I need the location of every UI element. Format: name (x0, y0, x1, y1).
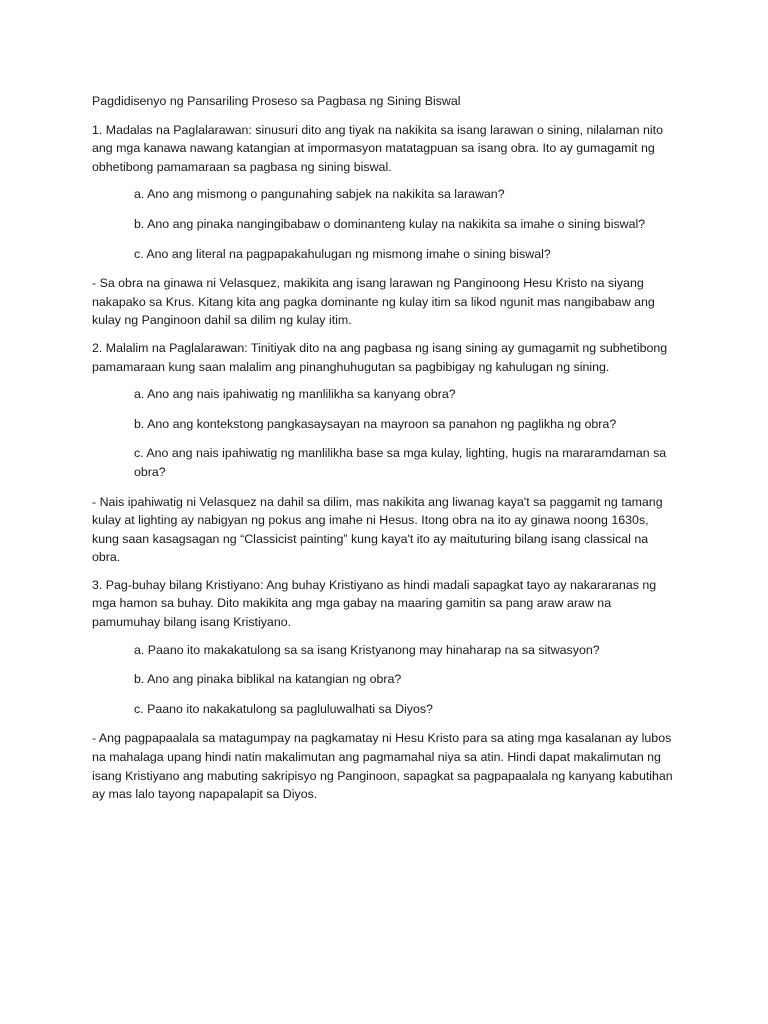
question-item: c. Ano ang literal na pagpapakahulugan ng mismong imahe o sining biswal? (134, 246, 551, 261)
section-heading: 2. Malalim na Paglalarawan: Tinitiyak dito na ang pagbasa ng isang sining ay gumagamit ng subhetibong pamamaraan kung saan malalim ang pinanghuhugutan sa pagbibigay ng kahulugan ng sining. (92, 340, 668, 374)
answer-paragraph: - Sa obra na ginawa ni Velasquez, makikita ang isang larawan ng Panginoong Hesu Kristo na siyang nakapako sa Krus. Kitang kita ang pagka dominante ng kulay itim sa likod ngunit mas nangibabaw ang kulay ng Panginoon dahil sa dilim ng kulay itim. (92, 276, 655, 328)
section-3 (92, 576, 676, 804)
section-heading: 3. Pag-buhay bilang Kristiyano: Ang buhay Kristiyano as hindi madali sapagkat tayo ay nakararanas ng mga hamon sa buhay. Dito makikita ang mga gabay na maaring gamitin sa pang araw araw na pamumuhay bilang isang Kristiyano. (92, 577, 657, 630)
question-item: a. Ano ang mismong o pangunahing sabjek na nakikita sa larawan? (134, 187, 505, 202)
section-2 (92, 339, 676, 567)
question-item: b. Ano ang pinaka nangingibabaw o dominanteng kulay na nakikita sa imahe o sining biswal? (134, 216, 646, 231)
answer-paragraph: - Nais ipahiwatig ni Velasquez na dahil sa dilim, mas nakikita ang liwanag kaya't sa paggamit ng tamang kulay at lighting ay nabigyan ng pokus ang imahe ni Hesus. Itong obra na ito ay ginawa noong 1630s, kung saan kasagsagan ng “Classicist painting” kung kaya't ito ay maituturing bilang isang classical na obra. (92, 494, 663, 565)
question-item: c. Paano ito nakakatulong sa pagluluwalhati sa Diyos? (134, 701, 433, 716)
question-item: a. Paano ito makakatulong sa sa isang Kristyanong may hinaharap na sa sitwasyon? (134, 642, 600, 657)
question-item: b. Ano ang kontekstong pangkasaysayan na mayroon sa panahon ng paglikha ng obra? (134, 416, 617, 431)
section-heading: 1. Madalas na Paglalarawan: sinusuri dito ang tiyak na nakikita sa isang larawan o sining, nilalaman nito ang mga kanawa nawang katangian at impormasyon matatagpuan sa isang obra. Ito ay gumagamit ng obhetibong pamamaraan sa pagbasa ng sining biswal. (92, 122, 663, 174)
section-1 (92, 121, 676, 330)
document-title: Pagdidisenyo ng Pansariling Proseso sa Pagbasa ng Sining Biswal (92, 94, 461, 108)
question-item: b. Ano ang pinaka biblikal na katangian ng obra? (134, 672, 402, 687)
question-item: a. Ano ang nais ipahiwatig ng manlilikha sa kanyang obra? (134, 387, 456, 402)
answer-paragraph: - Ang pagpapaalala sa matagumpay na pagkamatay ni Hesu Kristo para sa ating mga kasalanan ay lubos na mahalaga upang hindi natin makalimutan ang pagmamahal niya sa atin. Hindi dapat makalimutan ng isang Kristiyano ang mabuting sakripisyo ng Panginoon, sapagkat sa pagpapaalala ng kanyang kabutihan ay mas lalo tayong napapalapit sa Diyos. (92, 731, 673, 802)
question-item: c. Ano ang nais ipahiwatig ng manlilikha base sa mga kulay, lighting, hugis na mararamdaman sa obra? (134, 446, 667, 479)
